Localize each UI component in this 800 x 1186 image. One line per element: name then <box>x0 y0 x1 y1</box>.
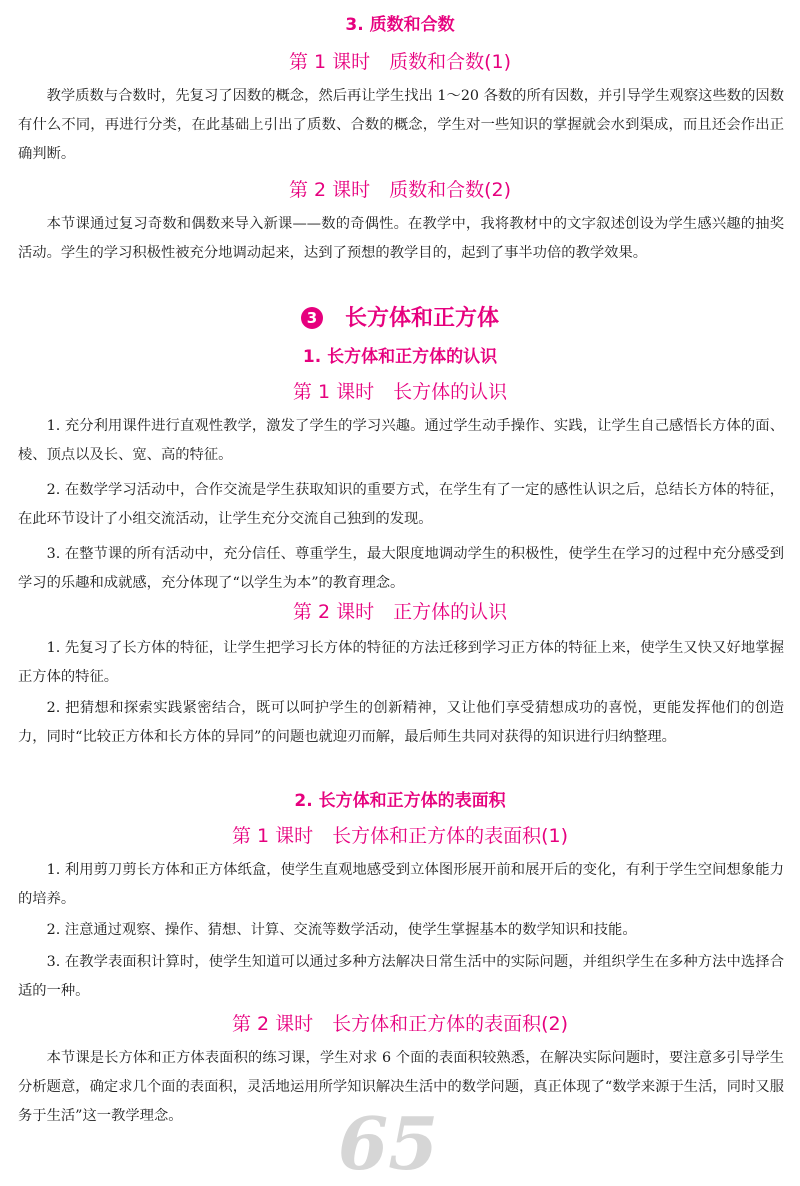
list-item-surface-area-2: 2. 注意通过观察、操作、猜想、计算、交流等数学活动，使学生掌握基本的数学知识和技能。 <box>46 922 637 938</box>
list-item-cube-1: 1. 先复习了长方体的特征，让学生把学习长方体的特征的方法迁移到学习正方体的特征上来，使学生又快又好地掌握正方体的特征。 <box>18 640 784 685</box>
lesson-heading-surface-area-2: 第 2 课时 长方体和正方体的表面积(2) <box>231 1013 569 1035</box>
lesson-paragraph-primes-1: 教学质数与合数时，先复习了因数的概念，然后再让学生找出 1～20 各数的所有因数，并引导学生观察这些数的因数有什么不同，再进行分类，在此基础上引出了质数、合数的概念，学生对一些知识的掌握就会水到渠成，而且还会作出正确判断。 <box>18 88 784 162</box>
list-item-cuboid-2: 2. 在数学学习活动中，合作交流是学生获取知识的重要方式，在学生有了一定的感性认识之后，总结长方体的特征，在此环节设计了小组交流活动，让学生充分交流自己独到的发现。 <box>18 482 784 527</box>
lesson-paragraph-surface-area-2: 本节课是长方体和正方体表面积的练习课，学生对求 6 个面的表面积较熟悉，在解决实际问题时，要注意多引导学生分析题意，确定求几个面的表面积，灵活地运用所学知识解决生活中的数学问题，真正体现了“数学来源于生活，同时又服务于生活”这一教学理念。 <box>18 1050 784 1124</box>
section-heading-primes-composites: 3. 质数和合数 <box>345 15 455 35</box>
section-heading-cuboid-recognition: 1. 长方体和正方体的认识 <box>302 347 498 367</box>
list-item-cuboid-1: 1. 充分利用课件进行直观性教学，激发了学生的学习兴趣。通过学生动手操作、实践，让学生自己感悟长方体的面、棱、顶点以及长、宽、高的特征。 <box>18 418 784 463</box>
chapter-title: 长方体和正方体 <box>344 306 499 331</box>
lesson-paragraph-primes-2: 本节课通过复习奇数和偶数来导入新课——数的奇偶性。在教学中，我将教材中的文字叙述创设为学生感兴趣的抽奖活动。学生的学习积极性被充分地调动起来，达到了预想的教学目的，起到了事半功倍的教学效果。 <box>18 216 784 261</box>
lesson-heading-cube-recognition: 第 2 课时 正方体的认识 <box>292 601 508 623</box>
list-item-cube-2: 2. 把猜想和探索实践紧密结合，既可以呵护学生的创新精神，又让他们享受猜想成功的喜悦，更能发挥他们的创造力，同时“比较正方体和长方体的异同”的问题也就迎刃而解，最后师生共同对获得的知识进行归纳整理。 <box>18 700 784 745</box>
chapter-heading <box>0 304 800 334</box>
chapter-number-badge: 3 <box>301 307 323 329</box>
list-item-surface-area-1: 1. 利用剪刀剪长方体和正方体纸盒，使学生直观地感受到立体图形展开前和展开后的变化，有利于学生空间想象能力的培养。 <box>18 862 784 907</box>
list-item-surface-area-3: 3. 在教学表面积计算时，使学生知道可以通过多种方法解决日常生活中的实际问题，并组织学生在多种方法中选择合适的一种。 <box>18 954 784 999</box>
page-number: 65 <box>338 1101 439 1186</box>
section-heading-surface-area: 2. 长方体和正方体的表面积 <box>294 791 506 811</box>
lesson-heading-surface-area-1: 第 1 课时 长方体和正方体的表面积(1) <box>231 825 569 847</box>
lesson-heading-primes-1: 第 1 课时 质数和合数(1) <box>288 51 512 73</box>
lesson-heading-primes-2: 第 2 课时 质数和合数(2) <box>288 179 512 201</box>
lesson-heading-cuboid-recognition: 第 1 课时 长方体的认识 <box>292 381 508 403</box>
list-item-cuboid-3: 3. 在整节课的所有活动中，充分信任、尊重学生，最大限度地调动学生的积极性，使学生在学习的过程中充分感受到学习的乐趣和成就感，充分体现了“以学生为本”的教育理念。 <box>18 546 784 591</box>
